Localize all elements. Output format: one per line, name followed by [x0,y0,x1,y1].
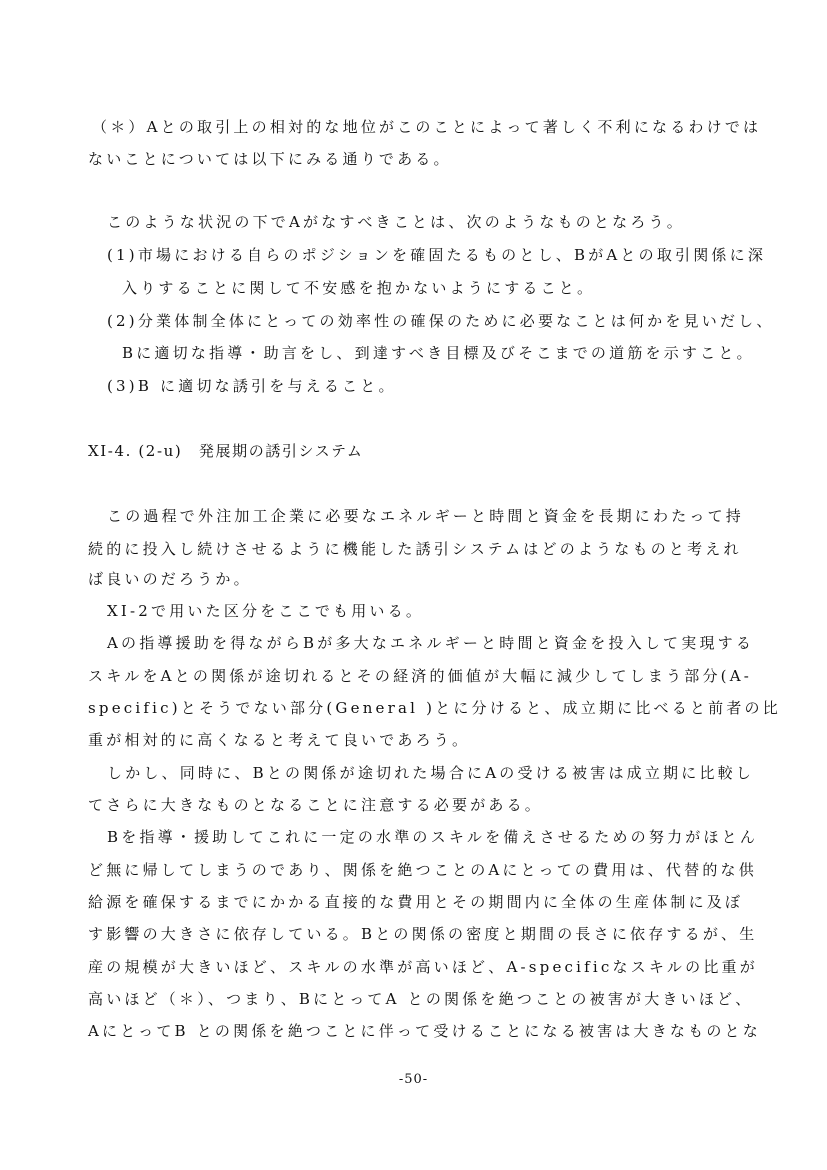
text-line: ないことについては以下にみる通りである。 [88,150,452,168]
text-line: このような状況の下でAがなすべきことは、次のようなものとなろう。 [107,213,685,231]
text-line: す影響の大きさに依存している。Bとの関係の密度と期間の長さに依存するが、生 [88,925,758,943]
text-line: Bを指導・援助してこれに一定の水準のスキルを備えさせるための努力がほとん [107,828,759,846]
text-line: てさらに大きなものとなることに注意する必要がある。 [88,796,544,814]
text-line: specific)とそうでない部分(General )とに分けると、成立期に比べると前者の比 [88,699,781,717]
text-line: ば良いのだろうか。 [88,570,252,588]
text-line: AにとってB との関係を絶つことに伴って受けることになる被害は大きなものとな [88,1022,761,1040]
text-line: ど無に帰してしまうのであり、関係を絶つことのAにとっての費用は、代替的な供 [88,861,757,879]
text-line: 産の規模が大きいほど、スキルの水準が高いほど、A-specificなスキルの比重が [88,958,758,976]
text-line: XI-2で用いた区分をここでも用いる。 [107,602,425,620]
text-line: Aの指導援助を得ながらBが多大なエネルギーと時間と資金を投入して実現する [107,634,755,652]
text-line: しかし、同時に、Bとの関係が途切れた場合にAの受ける被害は成立期に比較し [107,764,755,782]
section-heading: XI-4. (2-u) 発展期の誘引システム [88,442,364,460]
text-line: スキルをAとの関係が途切れるとその経済的価値が大幅に減少してしまう部分(A- [88,667,753,685]
text-line: 続的に投入し続けさせるように機能した誘引システムはどのようなものと考えれ [88,540,742,558]
text-line: 高いほど（＊）、つまり、BにとってA との関係を絶つことの被害が大きいほど、 [88,990,754,1008]
text-line: Bに適切な指導・助言をし、到達すべき目標及びそこまでの道筋を示すこと。 [122,344,755,362]
page-number: -50- [398,1072,429,1087]
text-line: 入りすることに関して不安感を抱かないようにすること。 [122,279,596,297]
text-line: この過程で外注加工企業に必要なエネルギーと時間と資金を長期にわたって持 [107,507,745,525]
list-item: (1)市場における自らのポジションを確固たるものとし、BがAとの取引関係に深 [107,246,767,264]
text-line: 給源を確保するまでにかかる直接的な費用とその期間内に全体の生産体制に及ぼ [88,893,744,911]
list-item: (2)分業体制全体にとっての効率性の確保のために必要なことは何かを見いだし、 [107,312,775,330]
text-line: （＊）Aとの取引上の相対的な地位がこのことによって著しく不利になるわけでは [92,118,762,136]
text-line: 重が相対的に高くなると考えて良いであろう。 [88,731,471,749]
list-item: (3)B に適切な誘引を与えること。 [107,377,397,395]
